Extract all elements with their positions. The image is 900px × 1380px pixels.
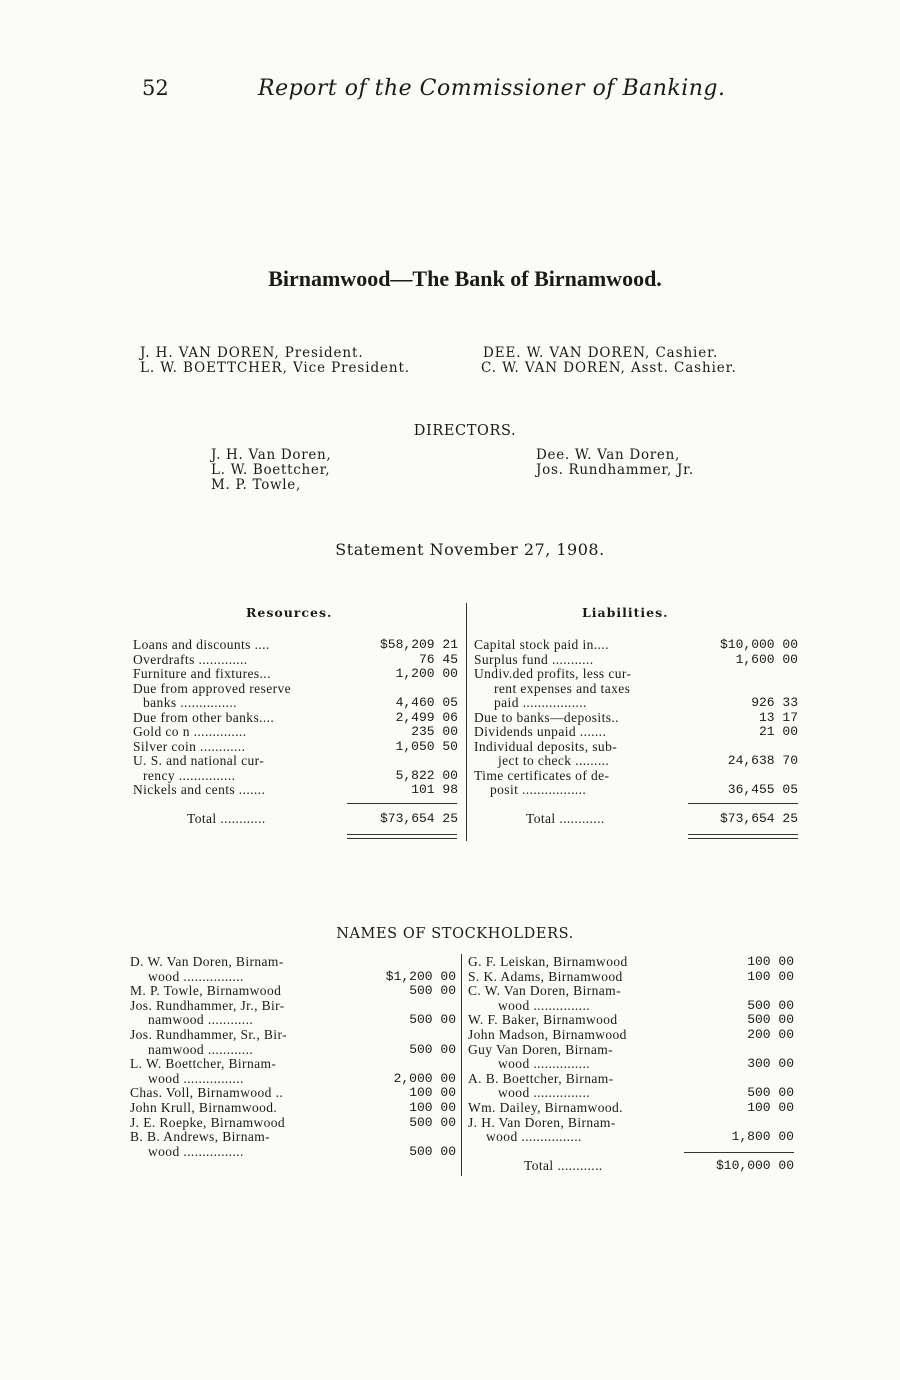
- stockholder-line: Jos. Rundhammer, Sr., Bir-: [130, 1027, 287, 1042]
- stockholders-sum-rule: [684, 1152, 794, 1153]
- officer-president: J. H. VAN DOREN, President.: [140, 345, 364, 361]
- liability-line: Capital stock paid in.... $10,000 00: [474, 637, 798, 652]
- liability-line: Individual deposits, sub-: [474, 738, 618, 754]
- stockholder-line: D. W. Van Doren, Birnam-: [130, 954, 284, 969]
- stockholder-line: Jos. Rundhammer, Jr., Bir-: [130, 997, 285, 1013]
- stockholder-line: wood ............... 300 00: [498, 1056, 794, 1072]
- stockholder-line: wood ................ 1,800 00: [486, 1129, 794, 1145]
- liability-line: Undiv.ded profits, less cur-: [474, 666, 632, 681]
- resource-line: Loans and discounts .... $58,209 21: [133, 637, 458, 652]
- liabilities-total-double-rule: [688, 834, 798, 839]
- stockholder-line: A. B. Boettcher, Birnam-: [468, 1070, 614, 1086]
- resource-line: Due from approved reserve: [133, 680, 292, 696]
- stockholder-line: J. E. Roepke, Birnamwood 500 00: [130, 1114, 456, 1130]
- stockholder-line: wood ................ $1,200 00: [148, 968, 456, 984]
- stockholders-right-list: [468, 954, 794, 1150]
- stockholders-heading: NAMES OF STOCKHOLDERS.: [336, 926, 574, 942]
- stockholder-line: wood ............... 500 00: [498, 997, 794, 1013]
- liability-line: Dividends unpaid ....... 21 00: [474, 724, 798, 739]
- liability-line: Surplus fund ........... 1,600 00: [474, 651, 798, 667]
- resource-line: Gold co n .............. 235 00: [133, 724, 458, 739]
- stockholder-line: John Krull, Birnamwood. 100 00: [130, 1100, 456, 1115]
- resource-line: rency ............... 5,822 00: [143, 767, 458, 783]
- resource-line: banks ............... 4,460 05: [143, 695, 458, 710]
- liability-line: paid ................. 926 33: [494, 695, 798, 710]
- stockholder-line: namwood ............ 500 00: [148, 1041, 456, 1057]
- resources-total-double-rule: [347, 834, 457, 839]
- officer-vice-president: L. W. BOETTCHER, Vice President.: [140, 360, 410, 376]
- stockholder-line: J. H. Van Doren, Birnam-: [468, 1114, 616, 1130]
- stockholder-line: wood ................ 2,000 00: [148, 1070, 456, 1086]
- stockholder-line: W. F. Baker, Birnamwood 500 00: [468, 1012, 794, 1028]
- liability-line: posit ................. 36,455 05: [490, 782, 798, 797]
- liability-line: rent expenses and taxes: [494, 680, 631, 696]
- stockholder-line: Chas. Voll, Birnamwood .. 100 00: [130, 1085, 456, 1101]
- resources-list: [133, 637, 458, 802]
- liability-line: Due to banks—deposits.. 13 17: [474, 709, 798, 725]
- stockholder-line: C. W. Van Doren, Birnam-: [468, 983, 621, 999]
- stockholder-line: L. W. Boettcher, Birnam-: [130, 1056, 277, 1072]
- director-name: Dee. W. Van Doren,: [536, 447, 681, 463]
- resources-sum-rule: [347, 803, 457, 804]
- stockholder-line: B. B. Andrews, Birnam-: [130, 1129, 271, 1145]
- officer-cashier: DEE. W. VAN DOREN, Cashier.: [483, 345, 719, 361]
- statement-divider: [466, 603, 467, 841]
- statement-date: Statement November 27, 1908.: [335, 540, 605, 559]
- director-name: L. W. Boettcher,: [211, 462, 331, 478]
- directors-heading: DIRECTORS.: [413, 423, 517, 439]
- bank-title: Birnamwood—The Bank of Birnamwood.: [268, 266, 662, 291]
- resource-line: Overdrafts ............. 76 45: [133, 651, 458, 667]
- liabilities-list: [474, 637, 798, 802]
- stockholder-line: Guy Van Doren, Birnam-: [468, 1041, 614, 1057]
- stockholders-left-list: [130, 954, 456, 1164]
- liabilities-sum-rule: [688, 803, 798, 804]
- running-title: Report of the Commissioner of Banking.: [258, 76, 726, 101]
- director-name: M. P. Towle,: [211, 477, 301, 493]
- liabilities-heading: Liabilities.: [582, 605, 669, 620]
- stockholders-total: Total ............ $10,000 00: [524, 1158, 794, 1173]
- officer-asst-cashier: C. W. VAN DOREN, Asst. Cashier.: [481, 360, 737, 376]
- stockholder-line: wood ................ 500 00: [148, 1143, 456, 1159]
- stockholder-line: G. F. Leiskan, Birnamwood 100 00: [468, 954, 794, 969]
- stockholder-line: wood ............... 500 00: [498, 1085, 794, 1101]
- stockholders-divider: [461, 954, 462, 1176]
- stockholder-line: S. K. Adams, Birnamwood 100 00: [468, 968, 794, 984]
- resources-total: Total ............ $73,654 25: [187, 811, 458, 826]
- liabilities-total: Total ............ $73,654 25: [526, 811, 798, 826]
- stockholder-line: John Madson, Birnamwood 200 00: [468, 1027, 794, 1042]
- director-name: Jos. Rundhammer, Jr.: [536, 462, 694, 478]
- stockholder-line: M. P. Towle, Birnamwood 500 00: [130, 983, 456, 999]
- liability-line: Time certificates of de-: [474, 767, 610, 783]
- resources-heading: Resources.: [246, 605, 333, 620]
- stockholder-line: namwood ............ 500 00: [148, 1012, 456, 1028]
- resource-line: Silver coin ............ 1,050 50: [133, 738, 458, 754]
- page-number: 52: [142, 76, 169, 100]
- resource-line: U. S. and national cur-: [133, 753, 265, 768]
- director-name: J. H. Van Doren,: [211, 447, 332, 463]
- resource-line: Due from other banks.... 2,499 06: [133, 709, 458, 725]
- stockholder-line: Wm. Dailey, Birnamwood. 100 00: [468, 1100, 794, 1115]
- resource-line: Furniture and fixtures... 1,200 00: [133, 666, 458, 681]
- liability-line: ject to check ......... 24,638 70: [498, 753, 798, 768]
- resource-line: Nickels and cents ....... 101 98: [133, 782, 458, 797]
